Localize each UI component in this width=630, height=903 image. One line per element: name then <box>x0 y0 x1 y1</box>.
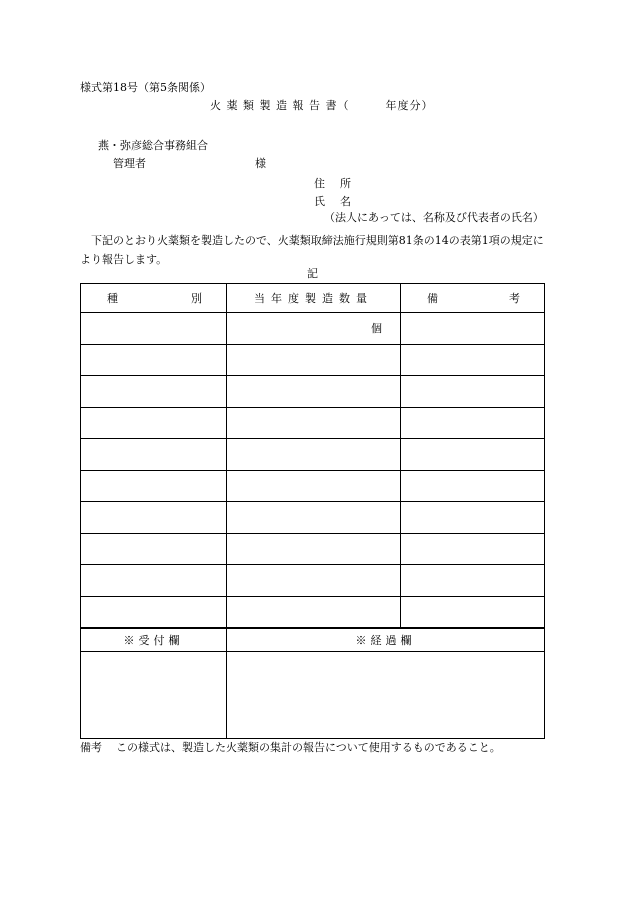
receipt-cell[interactable] <box>81 652 227 739</box>
table-row <box>81 313 545 345</box>
quantity-cell[interactable] <box>227 376 401 408</box>
table-header-row <box>81 284 545 313</box>
remarks-label: 備考 <box>80 741 102 754</box>
unit-label: 個 <box>371 322 382 336</box>
title-year: 年度分） <box>385 99 434 112</box>
remarks-cell[interactable] <box>401 439 545 471</box>
remarks-cell[interactable] <box>401 313 545 345</box>
remarks-cell[interactable] <box>401 565 545 597</box>
remarks <box>80 742 501 753</box>
table-row <box>81 533 545 565</box>
body-text <box>80 231 546 269</box>
honorific: 様 <box>255 157 266 170</box>
progress-cell[interactable] <box>227 652 545 739</box>
quantity-cell[interactable] <box>227 407 401 439</box>
table-row <box>81 376 545 408</box>
manager-row <box>113 157 266 170</box>
remarks-cell[interactable] <box>401 502 545 534</box>
quantity-cell[interactable] <box>227 533 401 565</box>
table-row <box>81 470 545 502</box>
header-type-b: 別 <box>191 292 202 305</box>
remarks-cell[interactable] <box>401 344 545 376</box>
receipt-header: ※受付欄 <box>81 628 227 652</box>
remarks-cell[interactable] <box>401 407 545 439</box>
quantity-cell[interactable] <box>227 502 401 534</box>
quantity-cell[interactable] <box>227 596 401 628</box>
type-cell[interactable] <box>81 470 227 502</box>
remarks-text: この様式は、製造した火薬類の集計の報告について使用するものであること。 <box>116 741 501 754</box>
reception-table <box>80 627 545 739</box>
type-cell[interactable] <box>81 596 227 628</box>
progress-header: ※経過欄 <box>227 628 545 652</box>
header-remarks-a: 備 <box>427 292 438 305</box>
header-type <box>81 284 227 313</box>
header-quantity: 当年度製造数量 <box>227 284 401 313</box>
remarks-cell[interactable] <box>401 470 545 502</box>
table-row <box>81 502 545 534</box>
quantity-cell[interactable] <box>227 565 401 597</box>
reception-header-row <box>81 628 545 652</box>
table-row <box>81 439 545 471</box>
corporation-note: （法人にあっては、名称及び代表者の氏名） <box>324 211 544 224</box>
header-type-a: 種 <box>107 292 118 305</box>
addressee: 燕・弥彦総合事務組合 <box>98 139 208 152</box>
manager-label: 管理者 <box>113 157 146 170</box>
title-main: 火 薬 類 製 造 報 告 書（ <box>210 99 350 112</box>
header-remarks-b: 考 <box>509 292 520 305</box>
name-label: 氏 名 <box>314 195 353 208</box>
type-cell[interactable] <box>81 407 227 439</box>
type-cell[interactable] <box>81 502 227 534</box>
address-label: 住 所 <box>314 177 353 190</box>
form-number: 様式第18号（第5条関係） <box>80 81 211 94</box>
remarks-cell[interactable] <box>401 533 545 565</box>
type-cell[interactable] <box>81 313 227 345</box>
quantity-cell[interactable] <box>227 439 401 471</box>
table-row <box>81 407 545 439</box>
quantity-cell[interactable] <box>227 470 401 502</box>
type-cell[interactable] <box>81 565 227 597</box>
reception-body-row <box>81 652 545 739</box>
table-row <box>81 565 545 597</box>
report-table <box>80 283 545 628</box>
type-cell[interactable] <box>81 376 227 408</box>
ki-label: 記 <box>307 267 318 280</box>
remarks-cell[interactable] <box>401 596 545 628</box>
type-cell[interactable] <box>81 344 227 376</box>
type-cell[interactable] <box>81 439 227 471</box>
type-cell[interactable] <box>81 533 227 565</box>
quantity-cell[interactable] <box>227 313 401 345</box>
remarks-cell[interactable] <box>401 376 545 408</box>
table-row <box>81 344 545 376</box>
body-text-content: 下記のとおり火薬類を製造したので、火薬類取締法施行規則第81条の14の表第1項の規定により報告します。 <box>80 234 544 266</box>
table-row <box>81 596 545 628</box>
document-title <box>210 100 433 111</box>
header-remarks <box>401 284 545 313</box>
quantity-cell[interactable] <box>227 344 401 376</box>
